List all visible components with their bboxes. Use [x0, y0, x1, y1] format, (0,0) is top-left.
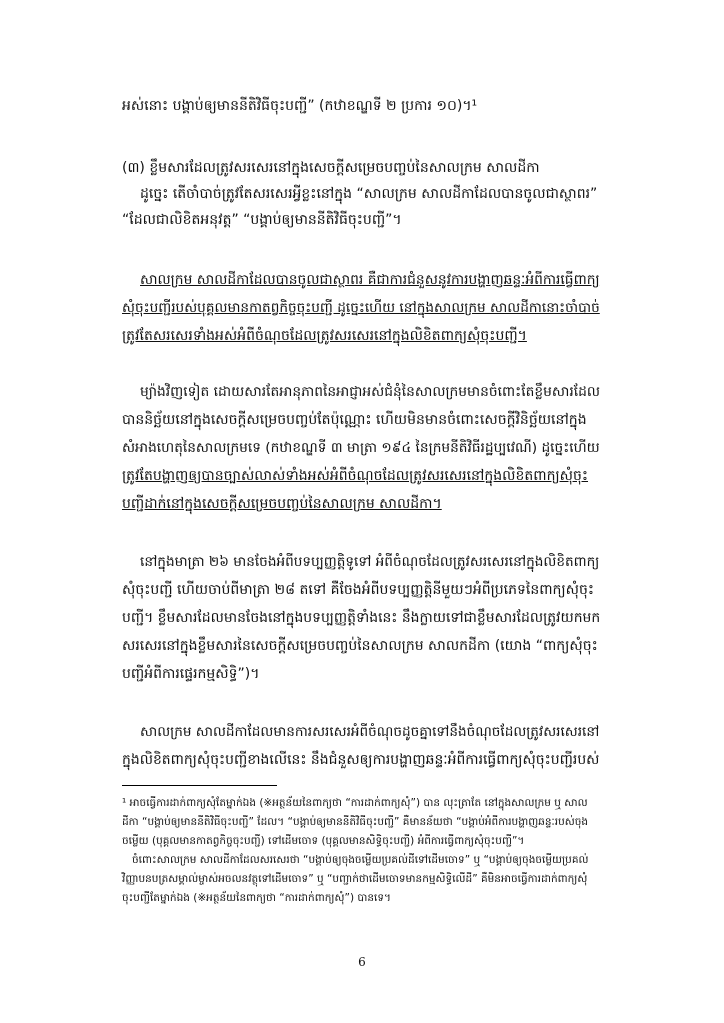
paragraph-4-line-5: បញ្ជីដាក់នៅក្នុងសេចក្តីសម្រេចបញ្ចប់នៃសាលក្រម សាលដីកា។ [122, 496, 442, 512]
paragraph-3-line-1: សាលក្រម សាលដីកាដែលបានចូលជាស្ថាពរ គឺជាការជំនួសនូវការបង្ហាញឆន្ទៈអំពីការធ្វើពាក្យ [140, 272, 600, 288]
paragraph-3-line-3: ត្រូវតែសរសេរទាំងអស់អំពីចំណុចដែលត្រូវសរសេរនៅក្នុងលិខិតពាក្យសុំចុះបញ្ជី។ [122, 328, 527, 344]
paragraph-6-line-2: ក្នុងលិខិតពាក្យសុំចុះបញ្ជីខាងលើនេះ នឹងជំនួសឲ្យការបង្ហាញឆន្ទៈអំពីការធ្វើពាក្យសុំចុះបញ្ជីរបស់ [122, 752, 600, 768]
footnote-line-3: ចម្លើយ (បុគ្គលមានកាតព្វកិច្ចចុះបញ្ជី) ទៅដើមចោទ (បុគ្គលមានសិទ្ធិចុះបញ្ជី) អំពីការធ្វើពាក្យសុំចុះបញ្ជី”។ [122, 835, 525, 847]
paragraph-5-line-2: សុំចុះបញ្ជី ហើយចាប់ពីមាត្រា ២៨ តទៅ គឺចែងអំពីបទប្បញ្ញត្តិនីមួយៗអំពីប្រភេទនៃពាក្យសុំចុះ [122, 582, 594, 598]
footnote-separator [122, 785, 277, 786]
paragraph-6-line-1: សាលក្រម សាលដីកាដែលមានការសរសេរអំពីចំណុចដូចគ្នាទៅនឹងចំណុចដែលត្រូវសរសេរនៅ [140, 724, 600, 740]
section-heading-3: (៣) ខ្លឹមសារដែលត្រូវសរសេរនៅក្នុងសេចក្តីសម្រេចបញ្ចប់នៃសាលក្រម សាលដីកា [122, 160, 540, 176]
page-number: 6 [358, 955, 366, 969]
footnote-line-4: ចំពោះសាលក្រម សាលដីកាដែលសរសេរថា “បង្គាប់ឲ្យចុងចម្លើយប្រគល់ដីទៅដើមចោទ” ឬ “បង្គាប់ឲ្យចុងចម្លើយប្រគល់ [132, 854, 589, 866]
paragraph-5-line-4: សរសេរនៅក្នុងខ្លឹមសារនៃសេចក្តីសម្រេចបញ្ចប់នៃសាលក្រម សាលកដីកា (យោង “ពាក្យសុំចុះ [122, 638, 598, 654]
footnote-line-1: ¹ អាចធ្វើការដាក់ពាក្យសុំតែម្នាក់ឯង (※អត្ថន័យនៃពាក្យថា “ការដាក់ពាក្យសុំ”) បាន លុះត្រាតែ នៅក្នុងសាលក្រម ឬ សាល [122, 797, 588, 809]
paragraph-4-line-2: បាននិច្ឆ័យនៅក្នុងសេចក្តីសម្រេចបញ្ចប់តែប៉ុណ្ណោះ ហើយមិនមានចំពោះសេចក្តីវិនិច្ឆ័យនៅក្នុង [122, 412, 587, 428]
paragraph-4-line-4: ត្រូវតែបង្ហាញឲ្យបានច្បាស់លាស់ទាំងអស់អំពីចំណុចដែលត្រូវសរសេរនៅក្នុងលិខិតពាក្យសុំចុះ [122, 468, 589, 484]
footnote-line-2: ដីកា “បង្គាប់ឲ្យមាននីតិវិធីចុះបញ្ជី” ដែល។ “បង្គាប់ឲ្យមាននីតិវិធីចុះបញ្ជី” គឺមានន័យថា “បង្គាប់អំពីការបង្ហាញឆន្ទៈរបស់ចុង [122, 816, 589, 828]
paragraph-2-line-2: ដូច្នេះ តើចាំបាច់ត្រូវតែសរសេរអ្វីខ្លះនៅក្នុង “សាលក្រម សាលដីកាដែលបានចូលជាស្ថាពរ” [140, 186, 598, 202]
paragraph-5-line-1: នៅក្នុងមាត្រា ២៦ មានចែងអំពីបទប្បញ្ញត្តិទូទៅ អំពីចំណុចដែលត្រូវសរសេរនៅក្នុងលិខិតពាក្យ [140, 554, 600, 570]
paragraph-3-line-2: សុំចុះបញ្ជីរបស់បុគ្គលមានកាតព្វកិច្ចចុះបញ្ជី ដូច្នេះហើយ នៅក្នុងសាលក្រម សាលដីកានោះចាំបាច់ [122, 300, 600, 316]
paragraph-5-line-3: បញ្ជី។ ខ្លឹមសារដែលមានចែងនៅក្នុងបទប្បញ្ញត្តិទាំងនេះ នឹងក្លាយទៅជាខ្លឹមសារដែលត្រូវយកមក [122, 610, 601, 626]
paragraph-1-line-1: អស់នោះ បង្គាប់ឲ្យមាននីតិវិធីចុះបញ្ជី” (កឋាខណ្ឌទី ២ ប្រការ ១០)។¹ [122, 98, 478, 114]
paragraph-2-line-3: “ដែលជាលិខិតអនុវត្ត” “បង្គាប់ឲ្យមាននីតិវិធីចុះបញ្ជី”។ [122, 212, 402, 228]
footnote-line-5: វិញ្ញាបនបត្រសម្គាល់ម្ចាស់អចលនវត្ថុទៅដើមចោទ” ឬ “បញ្ជាក់ថាដើមចោទមានកម្មសិទ្ធិលើដី” គឺមិនអាចធ្វើការដាក់ពាក្យសុំ [122, 873, 588, 885]
footnote-line-6: ចុះបញ្ជីតែម្នាក់ឯង (※អត្ថន័យនៃពាក្យថា “ការដាក់ពាក្យសុំ”) បានទេ។ [122, 892, 391, 904]
paragraph-4-line-1: ម្យ៉ាងវិញទៀត ដោយសារតែអានុភាពនៃអាជ្ញាអស់ជំនុំនៃសាលក្រមមានចំពោះតែខ្លឹមសារដែល [140, 384, 600, 400]
paragraph-5-line-5: បញ្ជីអំពីការផ្ទេរកម្មសិទ្ធិ”)។ [122, 666, 260, 682]
paragraph-4-line-3: សំអាងហេតុនៃសាលក្រមទេ (កឋាខណ្ឌទី ៣ មាត្រា ១៩៤ នៃក្រមនីតិវិធីរដ្ឋប្បវេណី) ដូច្នេះហើយ [122, 440, 600, 456]
